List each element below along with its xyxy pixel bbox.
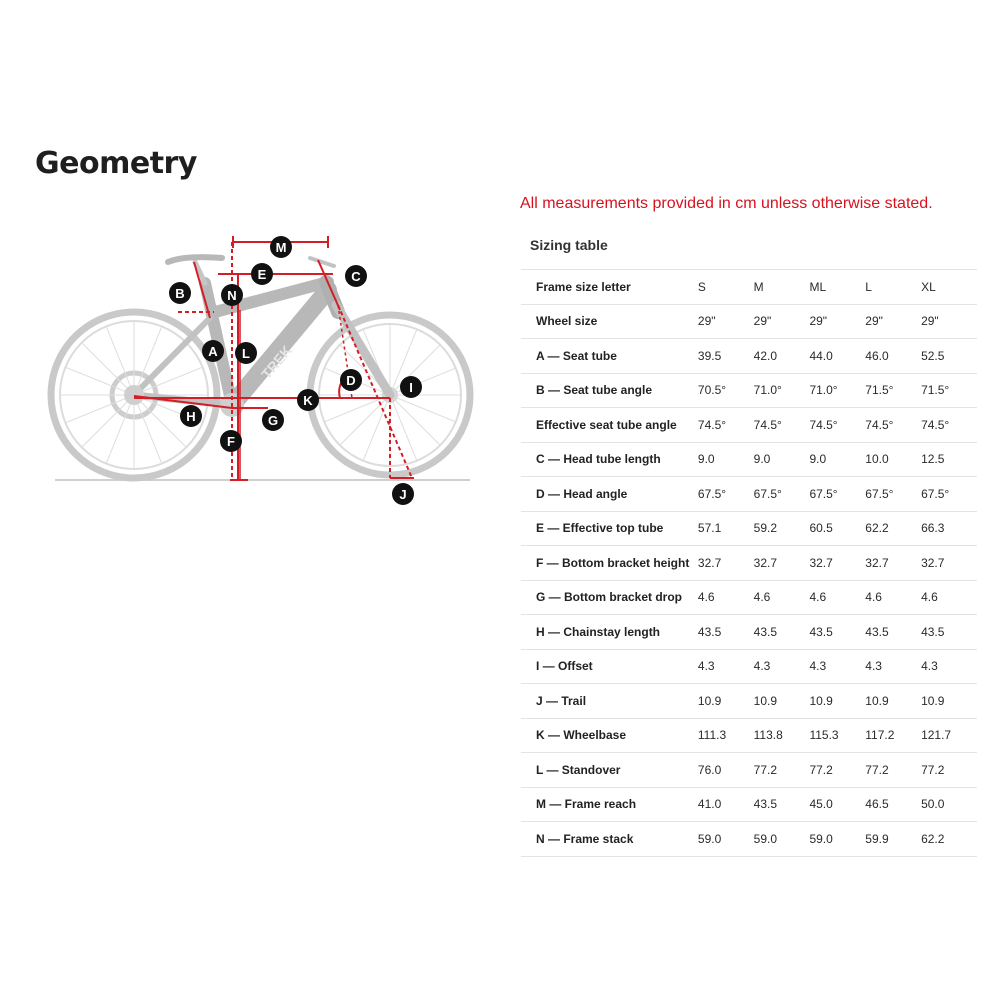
marker-G [262, 409, 284, 431]
row-value: 113.8 [754, 718, 810, 753]
row-value: 43.5 [865, 615, 921, 650]
table-row [521, 442, 977, 477]
row-value: 10.0 [865, 442, 921, 477]
marker-I [400, 376, 422, 398]
marker-label: I [409, 380, 413, 395]
row-value: 45.0 [809, 787, 865, 822]
row-value: 4.3 [809, 649, 865, 684]
marker-label: E [257, 267, 267, 282]
row-value: 10.9 [809, 684, 865, 719]
row-value: 32.7 [921, 546, 977, 581]
measurement-note: All measurements provided in cm unless otherwise stated. [520, 195, 933, 212]
table-row [521, 822, 977, 857]
row-value: 42.0 [754, 339, 810, 374]
row-value: 29" [809, 304, 865, 339]
row-value: 41.0 [698, 787, 754, 822]
row-label: I — Offset [521, 649, 698, 684]
size-xl-header: XL [921, 270, 977, 305]
row-label: Wheel size [521, 304, 698, 339]
row-value: 10.9 [921, 684, 977, 719]
marker-L [235, 342, 257, 364]
row-label: Effective seat tube angle [521, 408, 698, 443]
marker-A [202, 340, 224, 362]
row-label: N — Frame stack [521, 822, 698, 857]
marker-label: L [242, 346, 250, 361]
size-s-header: S [698, 270, 754, 305]
size-l-header: L [865, 270, 921, 305]
row-value: 43.5 [754, 615, 810, 650]
row-value: 50.0 [921, 787, 977, 822]
row-value: 43.5 [698, 615, 754, 650]
row-label: G — Bottom bracket drop [521, 580, 698, 615]
row-value: 43.5 [754, 787, 810, 822]
marker-F [220, 430, 242, 452]
row-value: 77.2 [921, 753, 977, 788]
row-value: 32.7 [698, 546, 754, 581]
row-value: 57.1 [698, 511, 754, 546]
row-value: 62.2 [865, 511, 921, 546]
row-value: 59.0 [809, 822, 865, 857]
row-value: 115.3 [809, 718, 865, 753]
marker-label: G [267, 413, 279, 428]
row-value: 59.0 [754, 822, 810, 857]
marker-label: N [227, 288, 237, 303]
row-value: 9.0 [698, 442, 754, 477]
row-value: 67.5° [698, 477, 754, 512]
row-value: 76.0 [698, 753, 754, 788]
marker-D [340, 369, 362, 391]
table-row [521, 787, 977, 822]
row-value: 59.9 [865, 822, 921, 857]
row-label: D — Head angle [521, 477, 698, 512]
marker-label: A [208, 344, 218, 359]
row-value: 46.0 [865, 339, 921, 374]
row-value: 29" [865, 304, 921, 339]
marker-label: H [186, 409, 196, 424]
row-value: 43.5 [809, 615, 865, 650]
marker-label: J [399, 487, 407, 502]
row-value: 74.5° [754, 408, 810, 443]
page-title: Geometry [35, 146, 197, 181]
size-ml-header: ML [809, 270, 865, 305]
row-value: 71.5° [921, 373, 977, 408]
table-row [521, 718, 977, 753]
table-row [521, 511, 977, 546]
table-row [521, 753, 977, 788]
row-value: 77.2 [865, 753, 921, 788]
row-value: 4.6 [865, 580, 921, 615]
row-value: 71.5° [865, 373, 921, 408]
marker-label: F [227, 434, 235, 449]
table-row [521, 580, 977, 615]
sizing-table [521, 269, 977, 857]
marker-B [169, 282, 191, 304]
row-value: 29" [921, 304, 977, 339]
marker-label: C [351, 269, 361, 284]
frame-brand-logo: TREK [258, 342, 295, 382]
row-value: 4.6 [698, 580, 754, 615]
row-value: 117.2 [865, 718, 921, 753]
row-value: 67.5° [865, 477, 921, 512]
row-value: 67.5° [921, 477, 977, 512]
row-value: 46.5 [865, 787, 921, 822]
row-value: 74.5° [865, 408, 921, 443]
table-row [521, 304, 977, 339]
row-value: 74.5° [921, 408, 977, 443]
row-value: 60.5 [809, 511, 865, 546]
table-row [521, 684, 977, 719]
row-value: 59.0 [698, 822, 754, 857]
row-label: A — Seat tube [521, 339, 698, 374]
row-label: M — Frame reach [521, 787, 698, 822]
row-value: 67.5° [754, 477, 810, 512]
row-label: E — Effective top tube [521, 511, 698, 546]
row-value: 4.3 [865, 649, 921, 684]
row-value: 29" [698, 304, 754, 339]
size-m-header: M [754, 270, 810, 305]
row-value: 67.5° [809, 477, 865, 512]
row-value: 10.9 [698, 684, 754, 719]
marker-label: D [346, 373, 356, 388]
row-value: 12.5 [921, 442, 977, 477]
row-value: 32.7 [865, 546, 921, 581]
row-label: C — Head tube length [521, 442, 698, 477]
marker-label: K [303, 393, 313, 408]
marker-E [251, 263, 273, 285]
table-row [521, 373, 977, 408]
row-value: 10.9 [754, 684, 810, 719]
row-label: L — Standover [521, 753, 698, 788]
row-label: B — Seat tube angle [521, 373, 698, 408]
row-value: 59.2 [754, 511, 810, 546]
sizing-table-body [521, 270, 977, 857]
row-value: 111.3 [698, 718, 754, 753]
marker-H [180, 405, 202, 427]
row-label: H — Chainstay length [521, 615, 698, 650]
marker-J [392, 483, 414, 505]
row-label: F — Bottom bracket height [521, 546, 698, 581]
row-value: 74.5° [809, 408, 865, 443]
table-row [521, 649, 977, 684]
row-value: 70.5° [698, 373, 754, 408]
row-value: 62.2 [921, 822, 977, 857]
table-row [521, 339, 977, 374]
sizing-table-title: Sizing table [530, 237, 608, 253]
row-value: 4.3 [754, 649, 810, 684]
row-value: 71.0° [754, 373, 810, 408]
marker-N [221, 284, 243, 306]
row-value: 10.9 [865, 684, 921, 719]
marker-K [297, 389, 319, 411]
marker-M [270, 236, 292, 258]
row-value: 4.3 [921, 649, 977, 684]
row-value: 43.5 [921, 615, 977, 650]
row-value: 66.3 [921, 511, 977, 546]
row-value: 4.6 [754, 580, 810, 615]
row-value: 9.0 [809, 442, 865, 477]
row-value: 4.6 [809, 580, 865, 615]
row-value: 71.0° [809, 373, 865, 408]
table-row [521, 615, 977, 650]
marker-C [345, 265, 367, 287]
row-value: 77.2 [754, 753, 810, 788]
row-value: 74.5° [698, 408, 754, 443]
row-value: 29" [754, 304, 810, 339]
table-row [521, 546, 977, 581]
row-value: 9.0 [754, 442, 810, 477]
table-header-row [521, 270, 977, 305]
marker-label: B [175, 286, 185, 301]
row-value: 32.7 [809, 546, 865, 581]
row-value: 52.5 [921, 339, 977, 374]
row-value: 39.5 [698, 339, 754, 374]
table-row [521, 408, 977, 443]
row-value: 32.7 [754, 546, 810, 581]
row-label: J — Trail [521, 684, 698, 719]
row-label: K — Wheelbase [521, 718, 698, 753]
header-label: Frame size letter [521, 270, 698, 305]
row-value: 4.6 [921, 580, 977, 615]
row-value: 121.7 [921, 718, 977, 753]
table-row [521, 477, 977, 512]
row-value: 4.3 [698, 649, 754, 684]
row-value: 77.2 [809, 753, 865, 788]
marker-label: M [275, 240, 287, 255]
bike-geometry-diagram [45, 228, 475, 510]
row-value: 44.0 [809, 339, 865, 374]
